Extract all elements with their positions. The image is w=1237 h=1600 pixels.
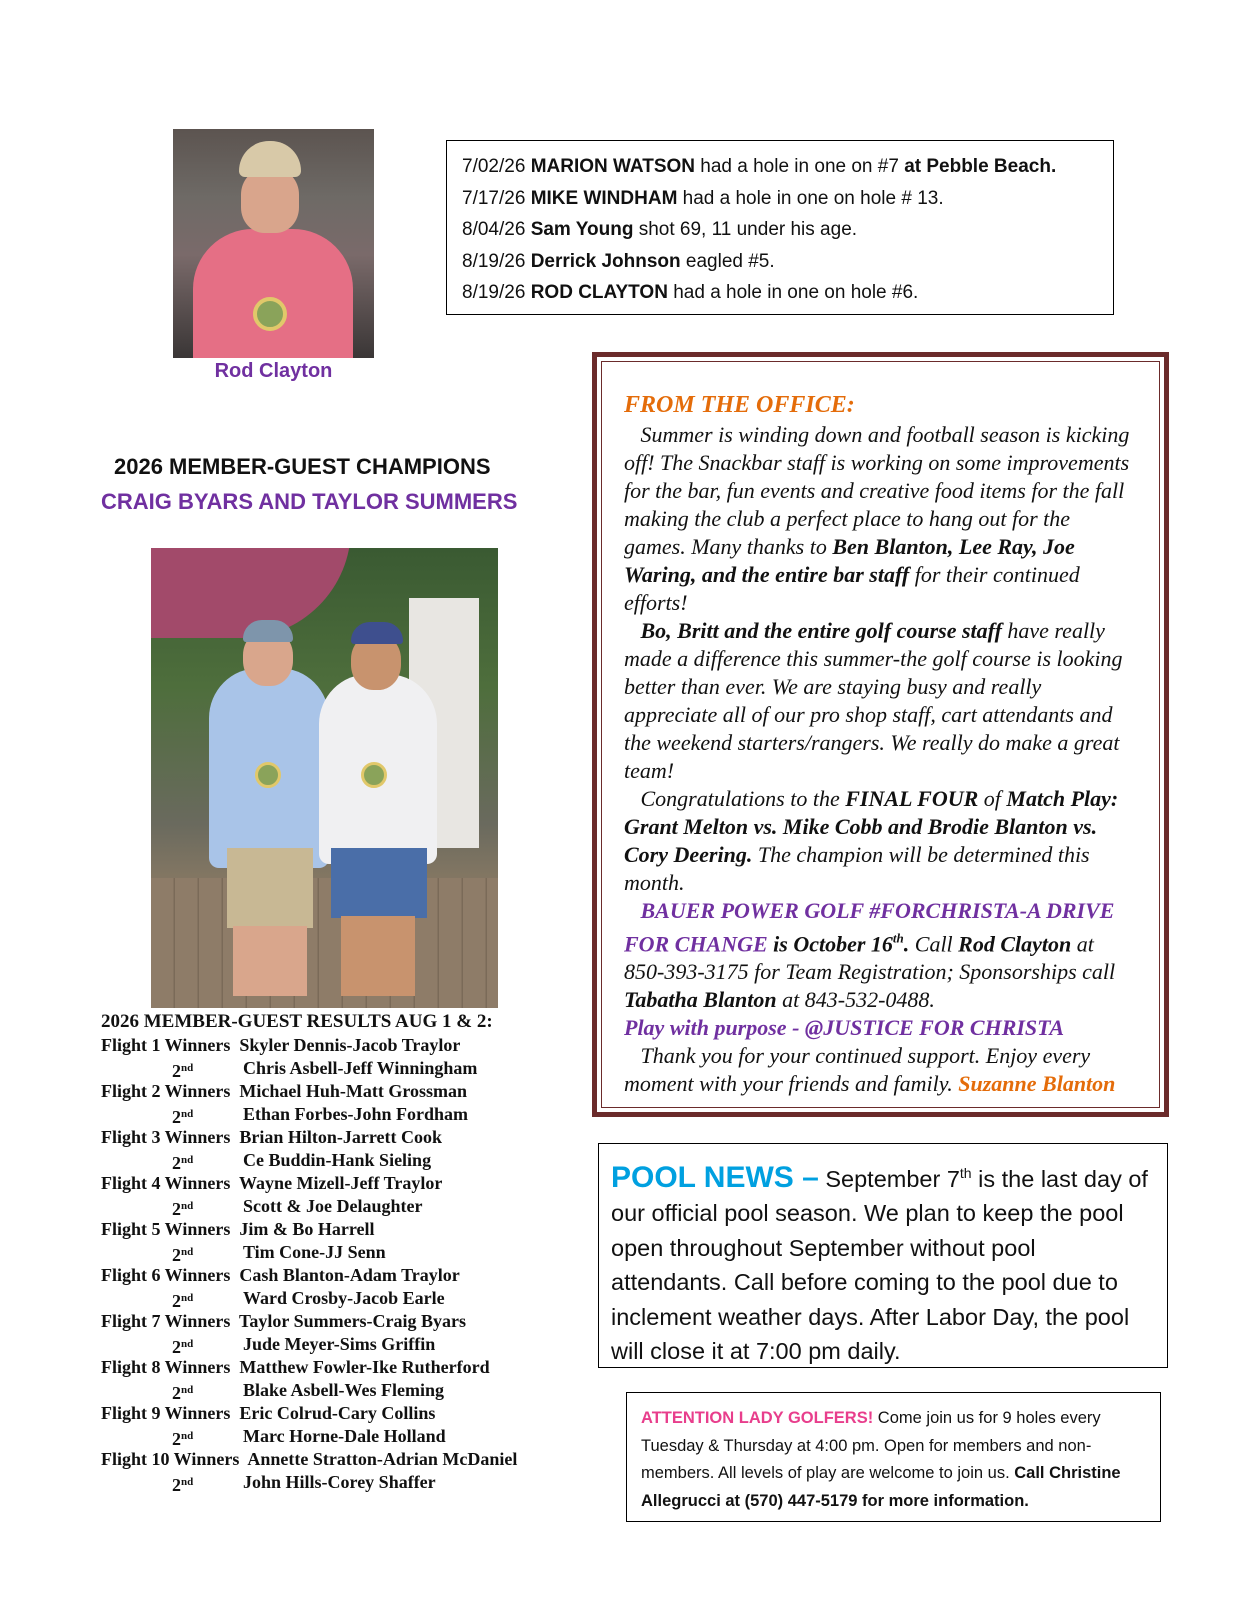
flight-second-row: 2nd Marc Horne-Dale Holland — [172, 1426, 446, 1449]
hole-in-one-box — [446, 140, 1114, 315]
flight-winners-row: Flight 4 Winners Wayne Mizell-Jeff Traylor — [101, 1173, 443, 1193]
lady-golfers-text: ATTENTION LADY GOLFERS! Come join us for 9 holes every Tuesday & Thursday at 4:00 pm. Open for members and non-members. All levels of play are welcome to join us. Call Christine Allegrucci at (570) 447-5179 for more information. — [641, 1409, 1121, 1510]
champions-names: CRAIG BYARS AND TAYLOR SUMMERS — [101, 489, 518, 514]
flight-second-row: 2nd Chris Asbell-Jeff Winningham — [172, 1058, 478, 1081]
flight-winners-row: Flight 3 Winners Brian Hilton-Jarrett Cook — [101, 1127, 443, 1147]
hio-line: 8/04/26 Sam Young shot 69, 11 under his age. — [462, 219, 858, 240]
office-heading: FROM THE OFFICE: — [624, 392, 855, 418]
flight-winners-row: Flight 10 Winners Annette Stratton-Adrian McDaniel — [101, 1449, 518, 1469]
hio-line: 7/02/26 MARION WATSON had a hole in one on #7 at Pebble Beach. — [462, 156, 1057, 177]
flight-second-row: 2nd Jude Meyer-Sims Griffin — [172, 1334, 436, 1357]
flight-second-row: 2nd Ward Crosby-Jacob Earle — [172, 1288, 445, 1311]
rod-clayton-caption: Rod Clayton — [214, 360, 333, 382]
flight-second-row: 2nd Scott & Joe Delaughter — [172, 1196, 423, 1219]
flight-winners-row: Flight 5 Winners Jim & Bo Harrell — [101, 1219, 375, 1239]
champions-photo — [151, 548, 498, 1008]
office-signature: Suzanne Blanton — [958, 1071, 1116, 1097]
flight-second-row: 2nd Tim Cone-JJ Senn — [172, 1242, 386, 1265]
hio-line: 8/19/26 Derrick Johnson eagled #5. — [462, 250, 775, 272]
results-list — [101, 1034, 581, 1494]
pool-news-heading: POOL NEWS – — [611, 1160, 819, 1194]
office-body: Summer is winding down and football season is kicking off! The Snackbar staff is working on some improvements for the bar, fun events and creative food items for the fall making the club a perfect place to hang out for the games. Many thanks to Ben Blanton, Lee Ray, Joe Waring, and the entire bar staff for their continued efforts! Bo, Britt and the entire golf course staff have really made a difference this summer-the golf course is looking better than ever. We are staying busy and really appreciate all of our pro shop staff, cart attendants and the weekend starters/rangers. We really do make a great team! Congratulations to the FINAL FOUR of Match Play: Grant Melton vs. Mike Cobb and Brodie Blanton vs. Cory Deering. The champion will be determined this month. BAUER POWER GOLF #FORCHRISTA-A DRIVE FOR CHANGE is October 16th. Call Rod Clayton at 850-393-3175 for Team Registration; Sponsorships call Tabatha Blanton at 843-532-0488. Play with purpose - @JUSTICE FOR CHRISTA Thank you for your continued support. Enjoy every moment with your friends and family. Suzanne Blanton — [624, 422, 1130, 1097]
flight-winners-row: Flight 7 Winners Taylor Summers-Craig Byars — [101, 1311, 467, 1331]
pool-news-box — [598, 1143, 1168, 1368]
flight-second-row: 2nd Ce Buddin-Hank Sieling — [172, 1150, 432, 1173]
lady-golfers-heading: ATTENTION LADY GOLFERS! — [641, 1409, 874, 1427]
flight-winners-row: Flight 6 Winners Cash Blanton-Adam Traylor — [101, 1265, 460, 1285]
hio-line: 8/19/26 ROD CLAYTON had a hole in one on hole #6. — [462, 282, 919, 303]
flight-second-row: 2nd John Hills-Corey Shaffer — [172, 1472, 436, 1495]
flight-winners-row: Flight 2 Winners Michael Huh-Matt Grossman — [101, 1081, 468, 1101]
office-box — [592, 352, 1169, 1117]
flight-second-row: 2nd Blake Asbell-Wes Fleming — [172, 1380, 445, 1403]
flight-winners-row: Flight 8 Winners Matthew Fowler-Ike Rutherford — [101, 1357, 490, 1377]
hio-line: 7/17/26 MIKE WINDHAM had a hole in one on hole # 13. — [462, 187, 944, 209]
rod-clayton-photo — [173, 129, 374, 358]
flight-winners-row: Flight 1 Winners Skyler Dennis-Jacob Traylor — [101, 1035, 461, 1055]
champions-title: 2026 MEMBER-GUEST CHAMPIONS — [114, 454, 491, 479]
flight-second-row: 2nd Ethan Forbes-John Fordham — [172, 1104, 469, 1127]
lady-golfers-box — [626, 1392, 1161, 1522]
results-title: 2026 MEMBER-GUEST RESULTS AUG 1 & 2: — [101, 1011, 493, 1032]
pool-news-text: POOL NEWS – September 7th is the last day of our official pool season. We plan to keep the pool open throughout September without pool attendants. Call before coming to the pool due to inclement weather days. After Labor Day, the pool will close it at 7:00 pm daily. — [611, 1160, 1148, 1365]
flight-winners-row: Flight 9 Winners Eric Colrud-Cary Collins — [101, 1403, 436, 1423]
